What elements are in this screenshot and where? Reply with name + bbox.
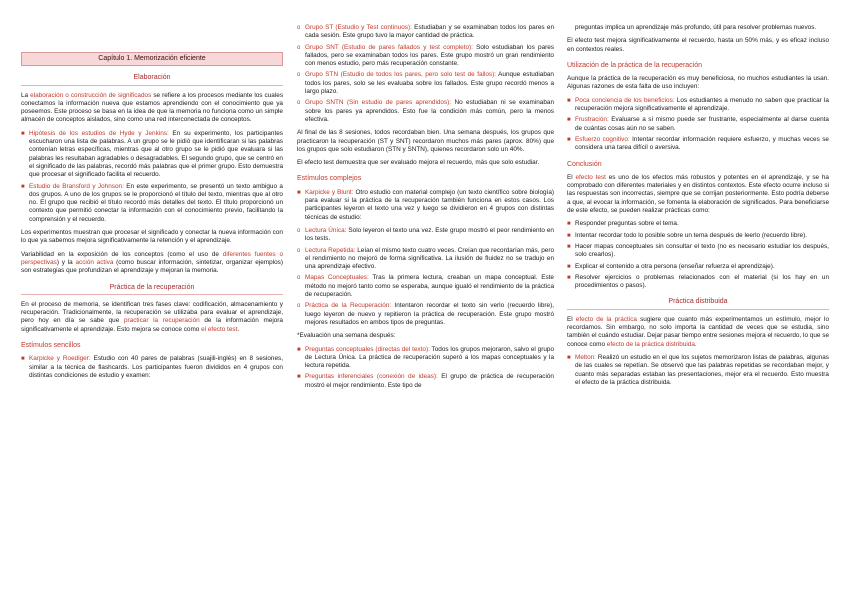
list-item: ■ Explicar el contenido a otra persona (enseñar refuerza el aprendizaje). (567, 262, 775, 270)
bullet-list (567, 97, 829, 153)
column-2 (297, 24, 554, 395)
list-item: ■ Karpicke y Blunt: Otro estudio con material complejo (un texto científico sobre biología) para evaluar si la práctica de la recuperación también funciona en estos casos. Los participantes leyeron el texto una vez y luego se dividieron en 4 grupos con distintas técnicas de estudio: (297, 188, 555, 221)
subheading-estimulos-complejos: Estímulos complejos (297, 175, 362, 183)
paragraph: Aunque la práctica de la recuperación es muy beneficiosa, no muchos estudiantes la usan. Algunas razones de esta falta de uso incluyen: (567, 75, 829, 91)
list-item: ■ Esfuerzo cognitivo: Intentar recordar información requiere esfuerzo, y muchas veces se considera una tarea difícil o aversiva. (567, 135, 829, 152)
subheading-estimulos-sencillos: Estímulos sencillos (21, 342, 81, 350)
list-item: o Lectura Única: Solo leyeron el texto una vez. Este grupo mostró el peor rendimiento en los tests. (297, 226, 554, 243)
list-item: o Práctica de la Recuperación: Intentaron recordar el texto sin verlo (recuerdo libre), luego leyeron de nuevo y repitieron la práctica de recuperación. Este grupo mostró mejores resultados en ambos tipos de preguntas. (297, 302, 554, 326)
bullet-list (21, 130, 283, 224)
list-item: o Grupo SNTN (Sin estudio de pares aprendidos): No estudiaban ni se examinaban sobre los pares ya aprendidos. Esto fue la condición más común, pero la menos efectiva. (297, 99, 554, 123)
list-item: ■ Responder preguntas sobre el tema. (567, 220, 679, 228)
list-item: ■ Karpicke y Roediger: Estudio con 40 pares de palabras (suajili-inglés) en 8 sesiones, similar a la técnica de flashcards. Los participantes fueron divididos en 4 grupos con distintas condiciones de estudio y examen: (21, 355, 283, 379)
paragraph: Los experimentos muestran que procesar el significado y conectar la nueva información con lo que ya sabemos mejora significativamente la retención y el aprendizaje. (21, 229, 283, 245)
list-item: ■ Preguntas conceptuales (directas del texto): Todos los grupos mejoraron, salvo el grupo de Lectura Única. La práctica de recuperación superó a los mapas conceptuales y la lectura repetida. (297, 345, 555, 370)
paragraph: La elaboración o construcción de significados se refiere a los procesos mediante los cuales conectamos la información nueva que estamos aprendiendo con el conocimiento que ya poseemos. Este proceso se basa en la idea de que la memoria no funciona como un simple almacén de conceptos aislados, sino como una red interconectada de conceptos. (21, 91, 284, 124)
paragraph: preguntas implica un aprendizaje más profundo, útil para resolver problemas nuevos. (575, 24, 817, 31)
paragraph: El efecto test es uno de los efectos más robustos y potentes en el aprendizaje, y se ha comprobado con diferentes materiales y en distintos contextos. Este efecto ocurre incluso si las respuestas son incorrectas, siempre que se corrijan posteriormente. Esto podría deberse a que, al evocar la información, se fomenta la elaboración de significados. Para beneficiarse de este efecto, se pueden realizar prácticas como: (567, 173, 829, 215)
bullet-list (567, 220, 829, 290)
list-item: o Grupo ST (Estudio y Test continuos): Estudiaban y se examinaban todos los pares en cada sesión. Este grupo tuvo la mayor cantidad de práctica. (297, 24, 554, 40)
paragraph: El efecto de la práctica sugiere que cuanto más experimentamos un estímulo, mejor lo recordamos. Sin embargo, no solo importa la cantidad de veces que se estudia, sino también el cuándo estudiar. Dejar pasar tiempo entre sesiones mejora el recuerdo, lo que se conoce como efecto de la práctica distribuida. (567, 315, 829, 348)
paragraph: El efecto test demuestra que ser evaluado mejora el recuerdo, más que solo estudiar. (297, 159, 540, 167)
list-item: o Grupo STN (Estudio de todos los pares, pero solo test de fallos): Aunque estudiaban todos los pares, solo se les evaluaba sobre los fallados. Este grupo recordó menos a largo plazo. (297, 71, 554, 96)
list-item: ■ Intentar recordar todo lo posible sobre un tema después de leerlo (recuerdo libre). (567, 231, 807, 239)
list-item: o Lectura Repetida: Leían el mismo texto cuatro veces. Creían que recordarían más, pero el rendimiento no mejoró de forma significativa. La ilusión de fluidez no se tradujo en una aprendizaje efectivo. (297, 246, 555, 271)
list-item: ■ Hacer mapas conceptuales sin consultar el texto (no es necesario estudiar los después, solo crearlos). (567, 242, 829, 259)
bullet-list (297, 346, 554, 390)
column-1 (21, 20, 283, 385)
column-3 (567, 24, 829, 392)
section-elaboracion: Elaboración (21, 74, 283, 85)
list-item: ■ Melton: Realizó un estudio en el que los sujetos memorizaron listas de palabras, algunas de las cuales se repetían. Se observó que las palabras repetidas se recordaban mejor, y cuanto más separadas estaban las presentaciones, mejor era el recuerdo. Esto muestra el efecto de la práctica distribuida. (567, 353, 829, 386)
bullet-list (297, 189, 554, 222)
paragraph: El efecto test mejora significativamente el recuerdo, hasta un 50% más, y es eficaz incluso en contextos reales. (567, 37, 829, 53)
sub-list (297, 227, 554, 327)
bullet-list (567, 354, 829, 387)
bullet-list (21, 355, 283, 380)
paragraph: Variabilidad en la exposición de los conceptos (como el uso de diferentes fuentes o perspectivas) y la acción activa (como buscar información, sintetizar, organizar ejemplos) son estrategias que profundizan el aprendizaje y mejoran la memoria. (21, 250, 284, 275)
list-item: o Mapas Conceptuales: Tras la primera lectura, creaban un mapa conceptual. Este método no mejoró tanto como se esperaba, aunque igualó el rendimiento de la práctica de recuperación. (297, 274, 554, 299)
subheading-conclusion: Conclusión (567, 160, 602, 168)
list-item: ■ Frustración: Evaluarse a sí mismo puede ser frustrante, especialmente al darse cuenta de cuántas cosas aún no se saben. (567, 116, 829, 132)
list-item: o Grupo SNT (Estudio de pares fallados y test completo): Solo estudiaban los pares fallados, pero se examinaban todos los pares. Este grupo mostró un gran rendimiento con menos estudio, pero más recuperación constante. (297, 43, 555, 68)
paragraph: En el proceso de memoria, se identifican tres fases clave: codificación, almacenamiento y recuperación. Tradicionalmente, la recuperación se utilizaba para evaluar el aprendizaje, pero hoy en día se sabe que practicar la recuperación de la información mejora significativamente el aprendizaje. Esto mejora se conoce como el efecto test. (21, 300, 283, 333)
list-item: ■ Hipótesis de los estudios de Hyde y Jenkins: En su experimento, los participantes escucharon una lista de palabras. A un grupo se le pidió que identificaran si las palabras contenían letras específicas, mientras que al otro grupo se le pidió que evaluara si las palabras les resultaban agradables o desagradables. El segundo grupo, que se centró en el significado de las palabras, recordó más palabras que el primer grupo. Esto demuestra que procesar el significado facilita el recuerdo. (21, 129, 283, 179)
list-item: ■ Resolver ejercicios o problemas relacionados con el material (si los hay en un procedimientos o pasos). (567, 273, 829, 290)
list-item: ■ Preguntas inferenciales (conexión de ideas): El grupo de práctica de recuperación mostró el mejor rendimiento. Este tipo de (297, 373, 554, 389)
subheading-utilizacion: Utilización de la práctica de la recuperación (567, 61, 703, 69)
list-item: ■ Estudio de Bransford y Johnson: En este experimento, se presentó un texto ambiguo a dos grupos. A uno de los grupos se le proporcionó el título del texto, mientras que al otro no. El grupo que recibió el título recordó más detalles del texto. El título proporcionó un contexto que permitió conectar la información con el conocimiento previo, facilitando la comprensión y el recuerdo. (21, 182, 283, 223)
paragraph: Al final de las 8 sesiones, todos recordaban bien. Una semana después, los grupos que practicaron la recuperación (ST y SNT) recordaron muchos más pares (aprox. 80%) que los grupos que solo estudiaron (STN y SNTN), quienes recordaron solo un 40%. (297, 129, 554, 153)
chapter-title: Capítulo 1. Memorización eficiente (21, 52, 283, 66)
section-practica-recuperacion: Práctica de la recuperación (21, 284, 283, 295)
list-item: ■ Poca conciencia de los beneficios: Los estudiantes a menudo no saben que practicar la recuperación mejora significativamente el aprendizaje. (567, 96, 829, 113)
paragraph: *Evaluación una semana después: (297, 332, 396, 340)
sub-list (297, 24, 554, 124)
section-practica-distribuida: Práctica distribuida (567, 298, 829, 309)
